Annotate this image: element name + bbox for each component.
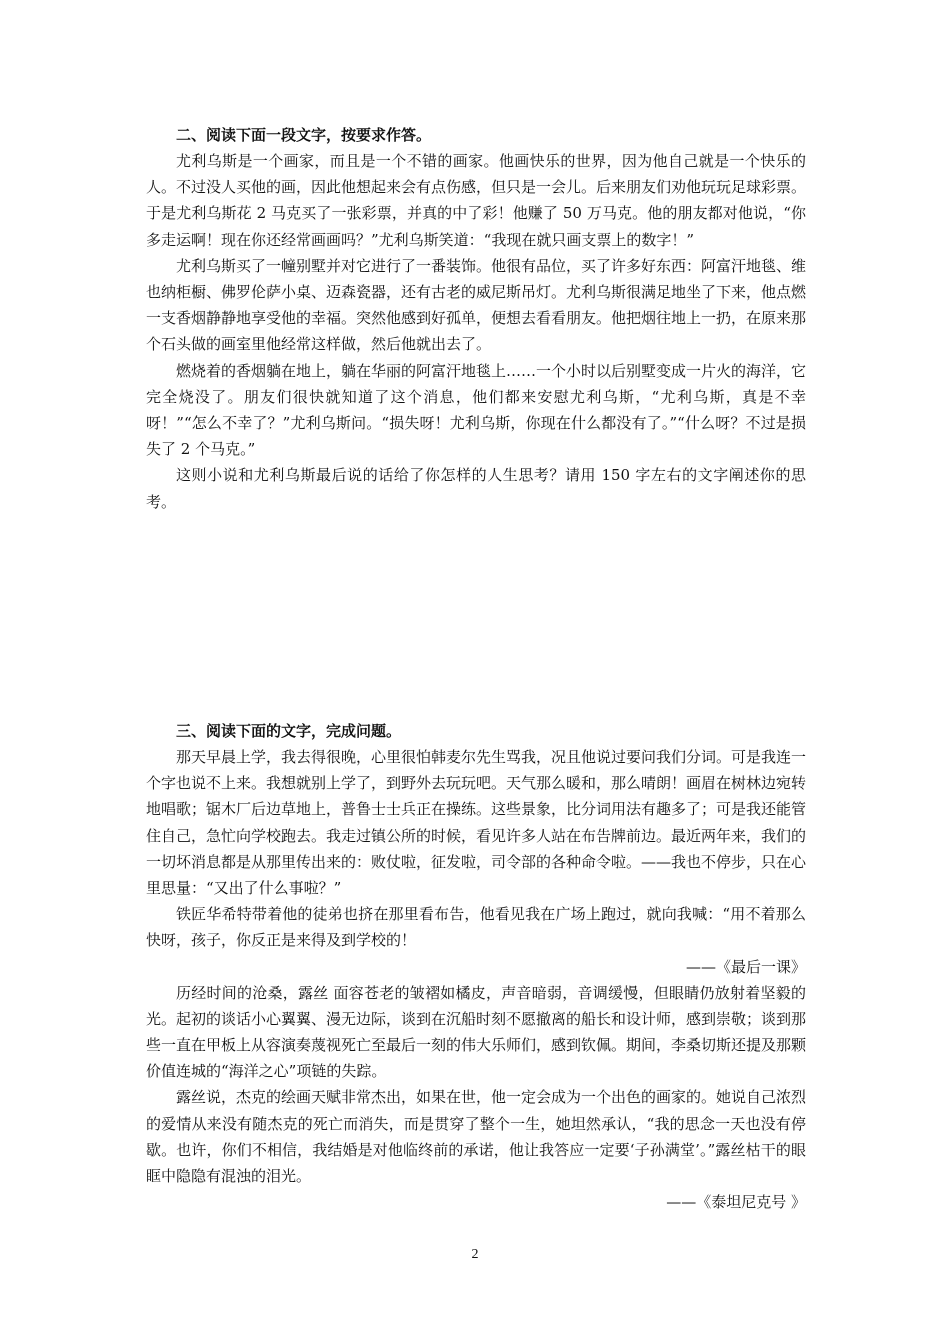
section-two bbox=[146, 122, 806, 515]
passage-two-paragraph-2: 露丝说，杰克的绘画天赋非常杰出，如果在世，他一定会成为一个出色的画家的。她说自己浓烈的爱情从来没有随杰克的死亡而消失，而是贯穿了整个一生，她坦然承认，“我的思念一天也没有停歇。也许，你们不相信，我结婚是对他临终前的承诺，他让我答应一定要‘子孙满堂’。”露丝枯干的眼眶中隐隐有混浊的泪光。 bbox=[146, 1088, 807, 1186]
passage-two-paragraph-1: 历经时间的沧桑，露丝 面容苍老的皱褶如橘皮，声音暗弱，音调缓慢，但眼睛仍放射着坚毅的光。起初的谈话小心翼翼、漫无边际，谈到在沉船时刻不愿撤离的船长和设计师，感到崇敬；谈到那些一直在甲板上从容演奏蔑视死亡至最后一刻的伟大乐师们，感到钦佩。期间，李桑切斯还提及那颗价值连城的“海洋之心”项链的失踪。 bbox=[146, 983, 807, 1081]
section-two-question: 这则小说和尤利乌斯最后说的话给了你怎样的人生思考？请用 150 字左右的文字阐述你的思考。 bbox=[146, 466, 806, 511]
section-two-paragraph-1: 尤利乌斯是一个画家，而且是一个不错的画家。他画快乐的世界，因为他自己就是一个快乐的人。不过没人买他的画，因此他想起来会有点伤感，但只是一会儿。后来朋友们劝他玩玩足球彩票。于是尤利乌斯花 2 马克买了一张彩票，并真的中了彩！他赚了 50 万马克。他的朋友都对他说，“你多走运啊！现在你还经常画画吗？”尤利乌斯笑道：“我现在就只画支票上的数字！” bbox=[146, 152, 807, 249]
section-two-heading: 二、阅读下面一段文字，按要求作答。 bbox=[176, 126, 432, 144]
section-three-heading: 三、阅读下面的文字，完成问题。 bbox=[176, 722, 402, 740]
page-number: 2 bbox=[471, 1247, 479, 1262]
passage-one-paragraph-2: 铁匠华希特带着他的徒弟也挤在那里看布告，他看见我在广场上跑过，就向我喊：“用不着那么快呀，孩子，你反正是来得及到学校的！ bbox=[146, 905, 806, 950]
passage-one-paragraph-1: 那天早晨上学，我去得很晚，心里很怕韩麦尔先生骂我，况且他说过要问我们分词。可是我连一个字也说不上来。我想就别上学了，到野外去玩玩吧。天气那么暖和，那么晴朗！画眉在树林边宛转地唱歌；锯木厂后边草地上，普鲁士士兵正在操练。这些景象，比分词用法有趣多了；可是我还能管住自己，急忙向学校跑去。我走过镇公所的时候，看见许多人站在布告牌前边。最近两年来，我们的一切坏消息都是从那里传出来的：败仗啦，征发啦，司令部的各种命令啦。——我也不停步，只在心里思量：“又出了什么事啦？” bbox=[146, 748, 807, 898]
section-two-paragraph-2: 尤利乌斯买了一幢别墅并对它进行了一番装饰。他很有品位，买了许多好东西：阿富汗地毯、维也纳柜橱、佛罗伦萨小桌、迈森瓷器，还有古老的威尼斯吊灯。尤利乌斯很满足地坐了下来，他点燃一支香烟静静地享受他的幸福。突然他感到好孤单，便想去看看朋友。他把烟往地上一扔，在原来那个石头做的画室里他经常这样做，然后他就出去了。 bbox=[146, 256, 807, 354]
passage-two-source: ——《泰坦尼克号 》 bbox=[666, 1193, 806, 1212]
passage-one-source: ——《最后一课》 bbox=[685, 957, 806, 976]
section-two-paragraph-3: 燃烧着的香烟躺在地上，躺在华丽的阿富汗地毯上……一个小时以后别墅变成一片火的海洋，它完全烧没了。朋友们很快就知道了这个消息，他们都来安慰尤利乌斯，“尤利乌斯，真是不幸呀！”“怎么不幸了？”尤利乌斯问。“损失呀！尤利乌斯，你现在什么都没有了。”“什么呀？不过是损失了 2 个马克。” bbox=[146, 361, 807, 459]
section-three bbox=[146, 718, 806, 1215]
